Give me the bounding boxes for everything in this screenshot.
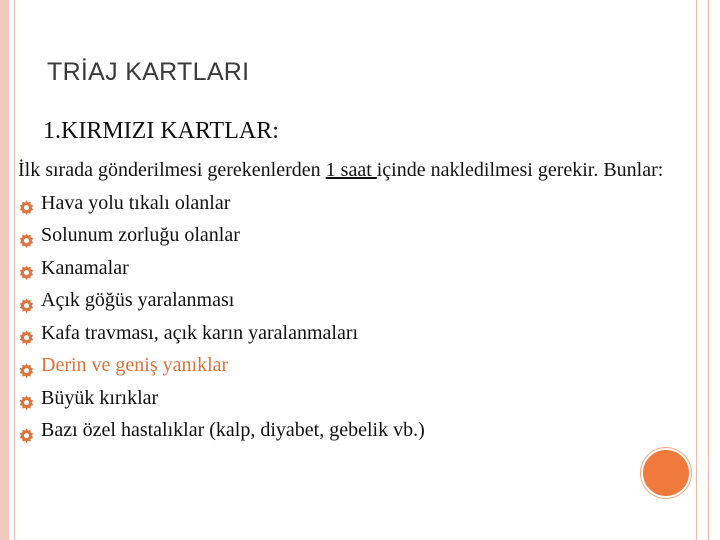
list-item — [18, 252, 688, 285]
list-item-text: Kanamalar — [41, 256, 129, 279]
intro-text-start: İlk sırada gönderilmesi gerekenlerden — [18, 159, 326, 181]
bullet-list — [18, 187, 688, 447]
list-item — [18, 382, 688, 415]
gear-bullet-icon — [18, 292, 35, 309]
left-frame-line — [14, 0, 15, 540]
list-item-text: Büyük kırıklar — [41, 386, 159, 409]
time-emphasis: 1 saat — [325, 159, 377, 181]
list-item-text: Bazı özel hastalıklar (kalp, diyabet, gebelik vb.) — [41, 419, 425, 441]
list-item-text: Derin ve geniş yanıklar — [41, 354, 229, 376]
list-item-text: Açık göğüs yaralanması — [41, 289, 235, 311]
gear-bullet-icon — [18, 422, 35, 439]
intro-paragraph — [18, 154, 688, 187]
decorative-circle — [641, 448, 691, 498]
list-item — [18, 187, 688, 220]
intro-text-end: içinde nakledilmesi gerekir. Bunlar: — [376, 159, 664, 181]
gear-bullet-icon — [18, 259, 35, 276]
slide-subtitle: 1.KIRMIZI KARTLAR: — [43, 118, 279, 144]
gear-bullet-icon — [18, 194, 35, 211]
slide-title: TRİAJ KARTLARI — [47, 58, 250, 86]
list-item — [18, 317, 688, 350]
list-item-text: Kafa travması, açık karın yaralanmaları — [41, 321, 359, 344]
right-frame-line-outer — [708, 0, 709, 540]
list-item-text: Solunum zorluğu olanlar — [41, 224, 240, 246]
list-item — [18, 284, 688, 317]
gear-bullet-icon — [18, 324, 35, 341]
list-item — [18, 349, 688, 382]
slide-content — [18, 154, 688, 447]
gear-bullet-icon — [18, 389, 35, 406]
gear-bullet-icon — [18, 227, 35, 244]
gear-bullet-icon — [18, 357, 35, 374]
right-frame-line — [696, 0, 697, 540]
list-item — [18, 219, 688, 252]
left-frame-bar — [0, 0, 9, 540]
list-item-text: Hava yolu tıkalı olanlar — [41, 191, 231, 214]
list-item — [18, 414, 688, 447]
